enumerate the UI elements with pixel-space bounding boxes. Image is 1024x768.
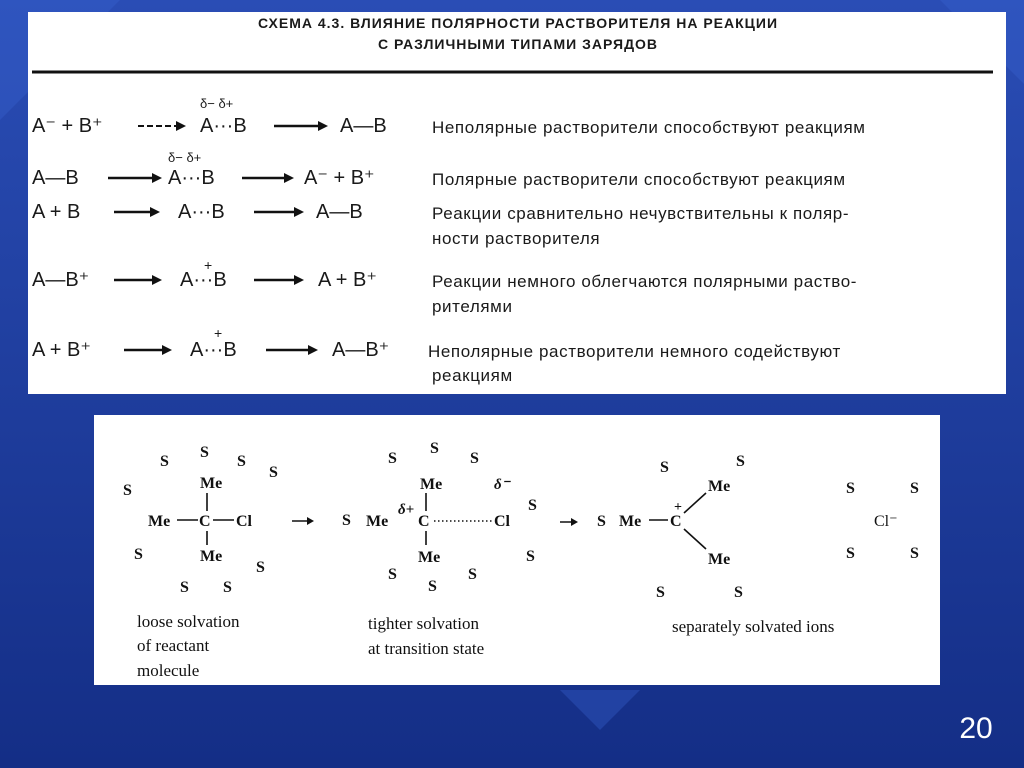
chloride-ion-group: [846, 480, 919, 562]
scheme-panel: [28, 12, 1006, 394]
arrow-head: [308, 345, 318, 355]
carbocation: [597, 453, 745, 601]
chloride-ion: Cl⁻: [874, 513, 898, 530]
solvent-s: S: [388, 450, 397, 467]
row-transition-state: A···B: [180, 269, 227, 291]
slide-number: 20: [959, 712, 993, 745]
solvent-s: S: [200, 444, 209, 461]
caption-ions: separately solvated ions: [672, 617, 835, 636]
arrow-head: [150, 207, 160, 217]
row-description-continued: рителями: [432, 297, 513, 316]
transition-state: [342, 440, 537, 595]
chlorine-atom: Cl: [236, 513, 252, 530]
row-reactants: A + B⁺: [32, 339, 91, 361]
row-ts-charge: +: [204, 257, 213, 273]
row-reactants: A—B: [32, 167, 79, 189]
solvent-s: S: [237, 453, 246, 470]
row-products: A—B: [340, 115, 387, 137]
solvent-s: S: [597, 513, 606, 530]
solvation-panel: [94, 415, 940, 685]
row-reactants: A⁻ + B⁺: [32, 115, 103, 137]
solvent-s: S: [428, 578, 437, 595]
scheme-row: [32, 325, 841, 385]
scheme-row: [32, 150, 846, 189]
solvent-s: S: [910, 545, 919, 562]
row-description: Полярные растворители способствуют реакциям: [432, 170, 846, 189]
row-description-continued: ности растворителя: [432, 229, 601, 248]
row-reactants: A + B: [32, 201, 81, 223]
scheme-row: [32, 201, 849, 248]
solvent-s: S: [910, 480, 919, 497]
scheme-title-line2: С РАЗЛИЧНЫМИ ТИПАМИ ЗАРЯДОВ: [377, 36, 659, 52]
arrow-head: [307, 517, 314, 525]
solvent-s: S: [160, 453, 169, 470]
chlorine-atom: Cl: [494, 513, 510, 530]
solvent-s: S: [656, 584, 665, 601]
arrow-head: [294, 207, 304, 217]
arrow-head: [294, 275, 304, 285]
row-transition-state: A···B: [168, 167, 215, 189]
arrow-head: [162, 345, 172, 355]
solvent-s: S: [430, 440, 439, 457]
solvent-s: S: [123, 482, 132, 499]
bond: [684, 529, 706, 549]
solvent-s: S: [528, 497, 537, 514]
solvent-s: S: [468, 566, 477, 583]
arrow-head: [176, 121, 186, 131]
solvent-s: S: [526, 548, 535, 565]
caption-reactant-line1: loose solvation: [137, 612, 240, 631]
arrow-head: [318, 121, 328, 131]
row-description-continued: реакциям: [432, 366, 513, 385]
row-products: A + B⁺: [318, 269, 377, 291]
solvent-s: S: [846, 545, 855, 562]
carbon-atom: C: [418, 513, 430, 530]
row-reactants: A—B⁺: [32, 269, 90, 291]
solvent-s: S: [134, 546, 143, 563]
methyl-left: Me: [366, 513, 389, 530]
methyl-lower: Me: [708, 551, 731, 568]
arrow-head: [284, 173, 294, 183]
solvent-s: S: [734, 584, 743, 601]
row-description: Реакции сравнительно нечувствительны к поляр-: [432, 204, 850, 223]
scheme-row: [32, 257, 857, 316]
carbon-atom: C: [199, 513, 211, 530]
bond: [684, 493, 706, 513]
solvent-s: S: [269, 464, 278, 481]
caption-ts-line1: tighter solvation: [368, 614, 479, 633]
solvent-s: S: [470, 450, 479, 467]
row-ts-charge: δ− δ+: [200, 96, 234, 111]
methyl-bottom: Me: [418, 549, 441, 566]
scheme-table: [28, 12, 1006, 394]
methyl-left: Me: [148, 513, 171, 530]
solvent-s: S: [256, 559, 265, 576]
row-products: A⁻ + B⁺: [304, 167, 375, 189]
carbocation-charge: +: [674, 500, 682, 515]
methyl-left: Me: [619, 513, 642, 530]
row-transition-state: A···B: [178, 201, 225, 223]
row-ts-charge: +: [214, 325, 223, 341]
delta-plus: δ+: [398, 502, 415, 518]
delta-minus: δ⁻: [494, 477, 510, 493]
row-products: A—B: [316, 201, 363, 223]
solvent-s: S: [180, 579, 189, 596]
methyl-upper: Me: [708, 478, 731, 495]
row-description: Неполярные растворители немного содействуют: [428, 342, 841, 361]
row-transition-state: A···B: [190, 339, 237, 361]
solvent-s: S: [342, 512, 351, 529]
caption-reactant-line2: of reactant: [137, 636, 210, 655]
scheme-row: [32, 96, 866, 137]
arrow-head: [152, 173, 162, 183]
solvent-s: S: [223, 579, 232, 596]
solvent-s: S: [846, 480, 855, 497]
row-products: A—B⁺: [332, 339, 390, 361]
row-transition-state: A···B: [200, 115, 247, 137]
solvent-s: S: [736, 453, 745, 470]
solvation-diagram: [94, 415, 940, 685]
row-ts-charge: δ− δ+: [168, 150, 202, 165]
arrow-head: [152, 275, 162, 285]
row-description: Неполярные растворители способствуют реакциям: [432, 118, 866, 137]
reactant-molecule: [123, 444, 278, 596]
methyl-top: Me: [200, 475, 223, 492]
arrow-head: [571, 518, 578, 526]
methyl-bottom: Me: [200, 548, 223, 565]
scheme-title-line1: СХЕМА 4.3. ВЛИЯНИЕ ПОЛЯРНОСТИ РАСТВОРИТЕЛЯ НА РЕАКЦИИ: [257, 15, 779, 31]
carbon-atom: C: [670, 513, 682, 530]
caption-reactant-line3: molecule: [137, 661, 200, 680]
methyl-top: Me: [420, 476, 443, 493]
solvent-s: S: [388, 566, 397, 583]
solvent-s: S: [660, 459, 669, 476]
captions: [137, 612, 834, 680]
caption-ts-line2: at transition state: [368, 639, 485, 658]
row-description: Реакции немного облегчаются полярными раство-: [432, 272, 858, 291]
